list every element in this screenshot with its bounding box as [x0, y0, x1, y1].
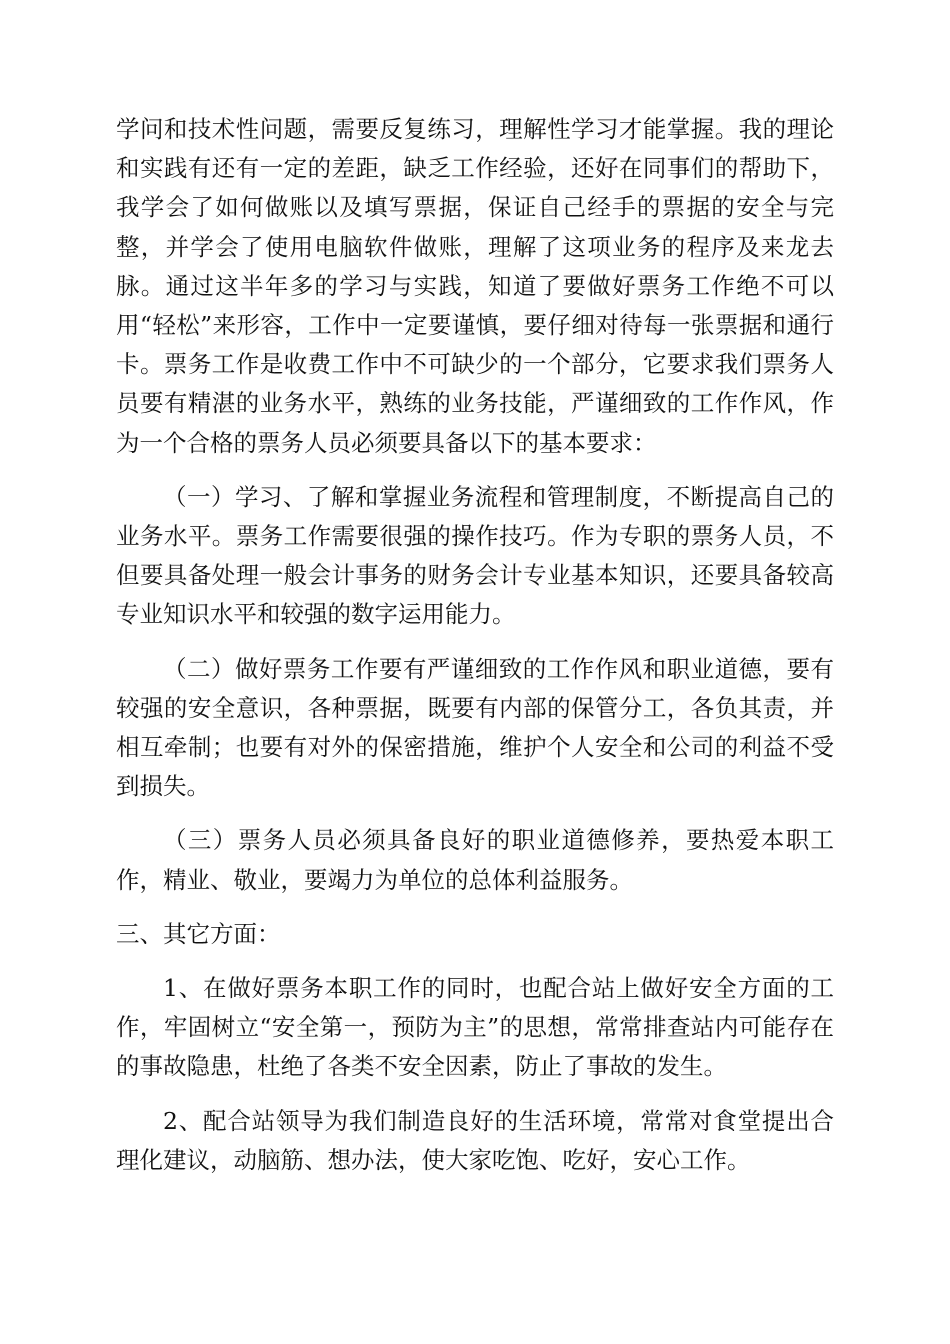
- paragraph-item-1: （一）学习、了解和掌握业务流程和管理制度，不断提高自己的业务水平。票务工作需要很强的操作技巧。作为专职的票务人员，不但要具备处理一般会计事务的财务会计专业基本知识，还要具备较高专业知识水平和较强的数字运用能力。: [116, 482, 834, 629]
- paragraph-item-3: （三）票务人员必须具备良好的职业道德修养，要热爱本职工作，精业、敬业，要竭力为单位的总体利益服务。: [116, 826, 834, 894]
- document-body: [116, 110, 834, 1195]
- section-heading-other-aspects: 三、其它方面：: [116, 919, 281, 948]
- paragraph-continued-intro: 学问和技术性问题，需要反复练习，理解性学习才能掌握。我的理论和实践有还有一定的差距，缺乏工作经验，还好在同事们的帮助下，我学会了如何做账以及填写票据，保证自己经手的票据的安全与完整，并学会了使用电脑软件做账，理解了这项业务的程序及来龙去脉。通过这半年多的学习与实践，知道了要做好票务工作绝不可以用“轻松”来形容，工作中一定要谨慎，要仔细对待每一张票据和通行卡。票务工作是收费工作中不可缺少的一个部分，它要求我们票务人员要有精湛的业务水平，熟练的业务技能，严谨细致的工作作风，作为一个合格的票务人员必须要具备以下的基本要求：: [116, 115, 834, 457]
- paragraph-other-2: 2、配合站领导为我们制造良好的生活环境，常常对食堂提出合理化建议，动脑筋、想办法，使大家吃饱、吃好，安心工作。: [116, 1106, 834, 1174]
- paragraph-item-2: （二）做好票务工作要有严谨细致的工作作风和职业道德，要有较强的安全意识，各种票据，既要有内部的保管分工，各负其责，并相互牵制；也要有对外的保密措施，维护个人安全和公司的利益不受到损失。: [116, 654, 834, 801]
- paragraph-other-1: 1、在做好票务本职工作的同时，也配合站上做好安全方面的工作，牢固树立“安全第一，预防为主”的思想，常常排查站内可能存在的事故隐患，杜绝了各类不安全因素，防止了事故的发生。: [116, 974, 834, 1081]
